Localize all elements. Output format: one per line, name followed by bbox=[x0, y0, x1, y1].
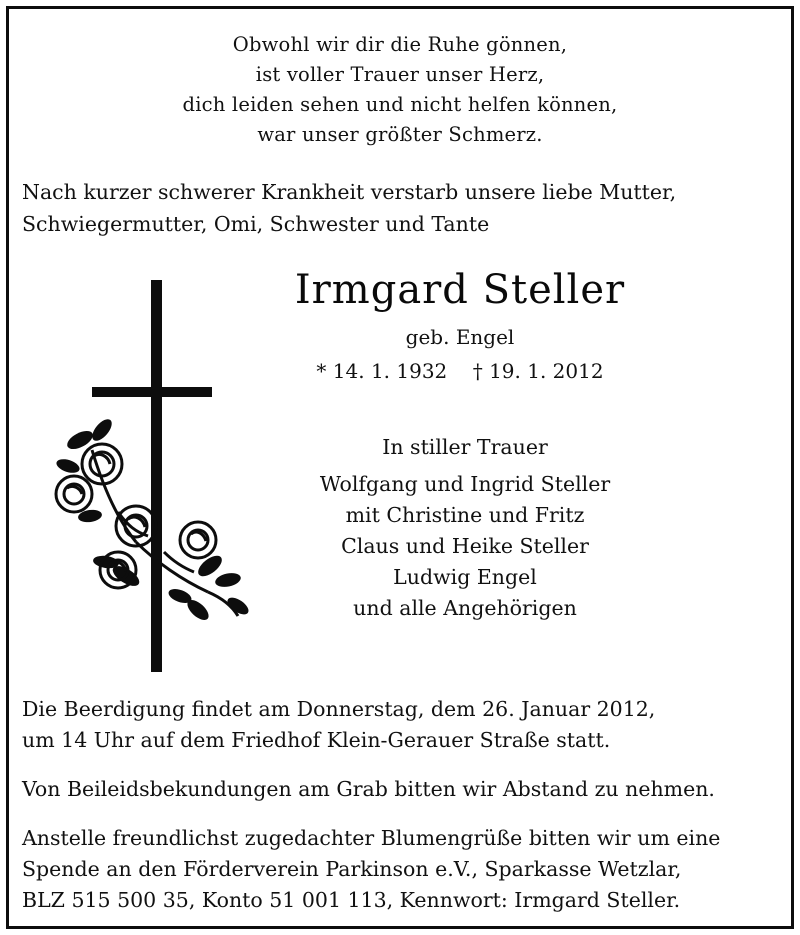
cross-with-roses-icon bbox=[32, 280, 252, 680]
funeral-paragraph bbox=[22, 694, 778, 756]
mourning-heading: In stiller Trauer bbox=[382, 435, 548, 459]
mourner-line-4: Ludwig Engel bbox=[393, 565, 537, 589]
birth-death-dates: * 14. 1. 1932 † 19. 1. 2012 bbox=[316, 359, 604, 383]
poem-line-2: ist voller Trauer unser Herz, bbox=[255, 63, 545, 86]
funeral-line-2: um 14 Uhr auf dem Friedhof Klein-Gerauer Straße statt. bbox=[22, 728, 611, 752]
donation-paragraph bbox=[22, 823, 778, 916]
donation-line-2: Spende an den Förderverein Parkinson e.V., Sparkasse Wetzlar, bbox=[22, 857, 682, 881]
mourner-line-3: Claus und Heike Steller bbox=[341, 534, 589, 558]
poem-line-4: war unser größter Schmerz. bbox=[257, 123, 543, 146]
deceased-name: Irmgard Steller bbox=[294, 267, 626, 313]
mourner-line-2: mit Christine und Fritz bbox=[345, 503, 585, 527]
donation-line-1: Anstelle freundlichst zugedachter Blumengrüße bitten wir um eine bbox=[22, 826, 721, 850]
funeral-line-1: Die Beerdigung findet am Donnerstag, dem 26. Januar 2012, bbox=[22, 697, 656, 721]
intro-line-2: Schwiegermutter, Omi, Schwester und Tante bbox=[22, 212, 490, 236]
intro-line-1: Nach kurzer schwerer Krankheit verstarb unsere liebe Mutter, bbox=[22, 180, 677, 204]
mourner-line-5: und alle Angehörigen bbox=[353, 596, 577, 620]
maiden-name: geb. Engel bbox=[405, 325, 515, 349]
intro-block bbox=[22, 176, 778, 240]
content-area bbox=[22, 22, 778, 913]
poem-line-3: dich leiden sehen und nicht helfen können, bbox=[182, 93, 618, 116]
poem-block bbox=[22, 22, 778, 150]
poem-line-1: Obwohl wir dir die Ruhe gönnen, bbox=[232, 33, 568, 56]
mourner-line-1: Wolfgang und Ingrid Steller bbox=[319, 472, 611, 496]
footer-block bbox=[22, 694, 778, 916]
donation-line-3: BLZ 515 500 35, Konto 51 001 113, Kennwort: Irmgard Steller. bbox=[22, 888, 681, 912]
condolences-paragraph: Von Beileidsbekundungen am Grab bitten wir Abstand zu nehmen. bbox=[22, 777, 715, 801]
